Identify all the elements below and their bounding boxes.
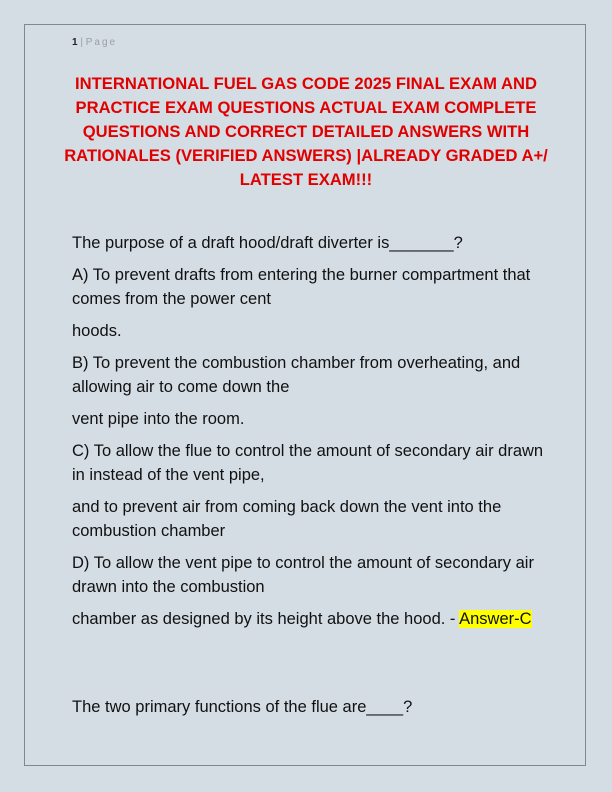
question-1-stem: The purpose of a draft hood/draft diverter is_______? — [72, 234, 463, 252]
page-number: 1 — [72, 37, 78, 48]
answer-highlight: Answer-C — [459, 610, 532, 628]
document-title: INTERNATIONAL FUEL GAS CODE 2025 FINAL EXAM AND PRACTICE EXAM QUESTIONS ACTUAL EXAM COMPLETE QUESTIONS AND CORRECT DETAILED ANSWERS WITH RATIONALES (VERIFIED ANSWERS) |ALREADY GRADED A+/ LATEST EXAM!!! — [64, 74, 548, 189]
option-c: C) To allow the flue to control the amount of secondary air drawn in instead of the vent pipe, — [72, 442, 544, 484]
option-b: B) To prevent the combustion chamber from overheating, and allowing air to come down the — [72, 354, 521, 396]
option-c-continued: and to prevent air from coming back down the vent into the combustion chamber — [72, 498, 502, 540]
option-a-continued: hoods. — [72, 322, 122, 340]
option-d-continued — [72, 607, 552, 631]
page-word: Page — [85, 37, 118, 48]
page-header — [72, 37, 117, 48]
question-2-stem: The two primary functions of the flue are____? — [72, 698, 413, 716]
page-separator: | — [80, 37, 83, 48]
option-b-continued: vent pipe into the room. — [72, 410, 245, 428]
option-a: A) To prevent drafts from entering the burner compartment that comes from the power cent — [72, 266, 531, 308]
option-d-continued-text: chamber as designed by its height above the hood. - — [72, 610, 456, 628]
question-1 — [72, 231, 552, 639]
option-d: D) To allow the vent pipe to control the amount of secondary air drawn into the combustion — [72, 554, 534, 596]
